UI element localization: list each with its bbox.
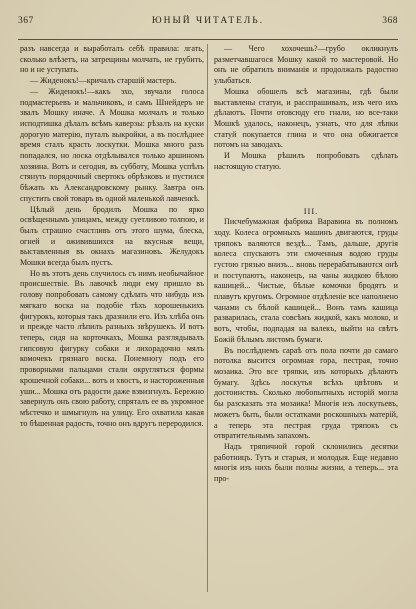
- header-rule: [18, 39, 398, 40]
- paragraph: Но въ этотъ день случилось съ нимъ необычайное происшествіе. Въ лавочкѣ люди ему пришло въ голову попробовать самому сдѣлать что нибудь изъ мягкаго воска на подобіе тѣхъ хорошенькихъ фигурокъ, которыя такъ дразнили его. Изъ хлѣба онъ и прежде часто лѣпилъ разныхъ звѣрушекъ. И вотъ теперь, сидя на корточкахъ, Мошка разглядывалъ гипсовую фигурку собаки и лихорадочно мялъ комочекъ грязнаго воска. Понемногу подъ его проворными пальцами стали округляться формы крошечной собаки... вотъ и хвостъ, и настороженныя уши... Мошка отъ радости даже взвизгнулъ. Бережно завернулъ онъ свою работу, спряталъ ее въ укромное мѣстечко и шмыгнулъ на улицу. Его охватила какая то бѣшенная радость, точно онъ вдругъ переродился.: [20, 268, 204, 428]
- paragraph: разъ навсегда и выработалъ себѣ правила: лгать, сколько влѣзетъ, на затрещины молчать, не грубить, но и не уступать.: [20, 44, 204, 75]
- paragraph: — Жиденокъ!—какъ эхо, звучали голоса подмастерьевъ и мальчиковъ, и самъ Шнейдеръ не звалъ Мошку иначе. А Мошка молчалъ и только исподтишка дѣлалъ всѣмъ каверзы: рѣзалъ на куски дорогую матерію, путалъ выкройки, а въ послѣднее время сталъ красть лоскутки. Мошка много разъ попадался, но лоска отдѣлывался только аршиномъ хозяина. Вотъ и сегодня, въ субботу, Мошка успѣлъ стянуть порядочный свертокъ обрѣзковъ и пустился бѣжать къ Александровскому рынку. Завтра онъ спустить свой товаръ въ одной маленькой лавченкѣ.: [20, 86, 204, 203]
- running-title: ЮНЫЙ ЧИТАТЕЛЬ.: [151, 16, 265, 26]
- page-number-left: 367: [18, 16, 34, 26]
- paragraph: Цѣлый день бродилъ Мошка по ярко освѣщеннымъ улицамъ, между суетливою толпою, и былъ страшно счастливъ отъ этого шума, блеска, огней и оживившихся на вкусныя вещи, выставленныя въ окнахъ магазиновъ. Желудокъ Мошки всегда былъ пустъ.: [20, 204, 204, 268]
- right-column: [214, 44, 398, 592]
- paragraph: Мошка обошелъ всѣ магазины, гдѣ были выставлены статуи, и расспрашивалъ, изъ чего ихъ дѣлаютъ. Почти отовсюду его гнали, но все-таки Мошкѣ удалось, наконецъ, узнать, что для лѣпки статуй покупается глина и что она обжигается потомъ на заводахъ.: [214, 86, 398, 150]
- paragraph: Писчебумажная фабрика Варавина въ полномъ ходу. Колеса огромныхъ машинъ двигаются, груды тряпокъ валяются вездѣ... Тамъ, дальше, другія колеса спускаютъ эти смоченныя водою груды густою грязью внизъ... вновь перерабатываются онѣ и поступаютъ, наконецъ, на чаны жидкою бѣлою кашицей... Чистые, бѣлые комочки бродятъ и плавутъ кругомъ. Огромное отдѣленіе все наполнено чанами съ бѣлой кашицей... Вонъ тамъ кашица разварилась, стала совсѣмъ жидкой, какъ молоко, и вотъ, чтобы, подпадая на валекъ, выйти на свѣтъ Божій бѣлымъ листомъ бумаги.: [214, 217, 398, 344]
- section-number: III.: [303, 206, 319, 217]
- left-column: [20, 44, 204, 592]
- paragraph: И Мошка рѣшилъ попробовать сдѣлать настоящую статую.: [214, 151, 398, 171]
- paragraph: — Жиденокъ!—кричалъ старшій мастеръ.: [30, 76, 177, 86]
- page-header: [18, 10, 398, 30]
- paragraph: — Чего хохочешь?—грубо окликнулъ разметчавшагося Мошку какой то мастеровой. Но онъ не обратилъ вниманія и продолжалъ радостно улыбаться.: [214, 44, 398, 86]
- section-gap: [214, 172, 398, 206]
- paragraph: Въ послѣднемъ сараѣ отъ пола почти до самаго потолка высится огромная гора, пестрая, точно мозаика. Это все тряпки, изъ которыхъ дѣлаютъ бумагу. Здѣсь лоскутья всѣхъ цвѣтовъ и достоинствъ. Сколько любопытныхъ исторій могла бы разсказать эта мозаика! Многія изъ лоскутьевъ, можетъ быть, были остатками роскошныхъ матерій, а теперь эта пестрая груда тряпокъ съ отвратительнымъ запахомъ.: [214, 345, 398, 441]
- column-divider: [207, 44, 208, 592]
- paragraph: Надъ тряпичной горой склонились десятки работницъ. Тутъ и старыя, и молодыя. Еще недавно многія изъ нихъ были полны жизни, а теперь... эта про-: [214, 441, 398, 484]
- page-number-right: 368: [382, 16, 398, 26]
